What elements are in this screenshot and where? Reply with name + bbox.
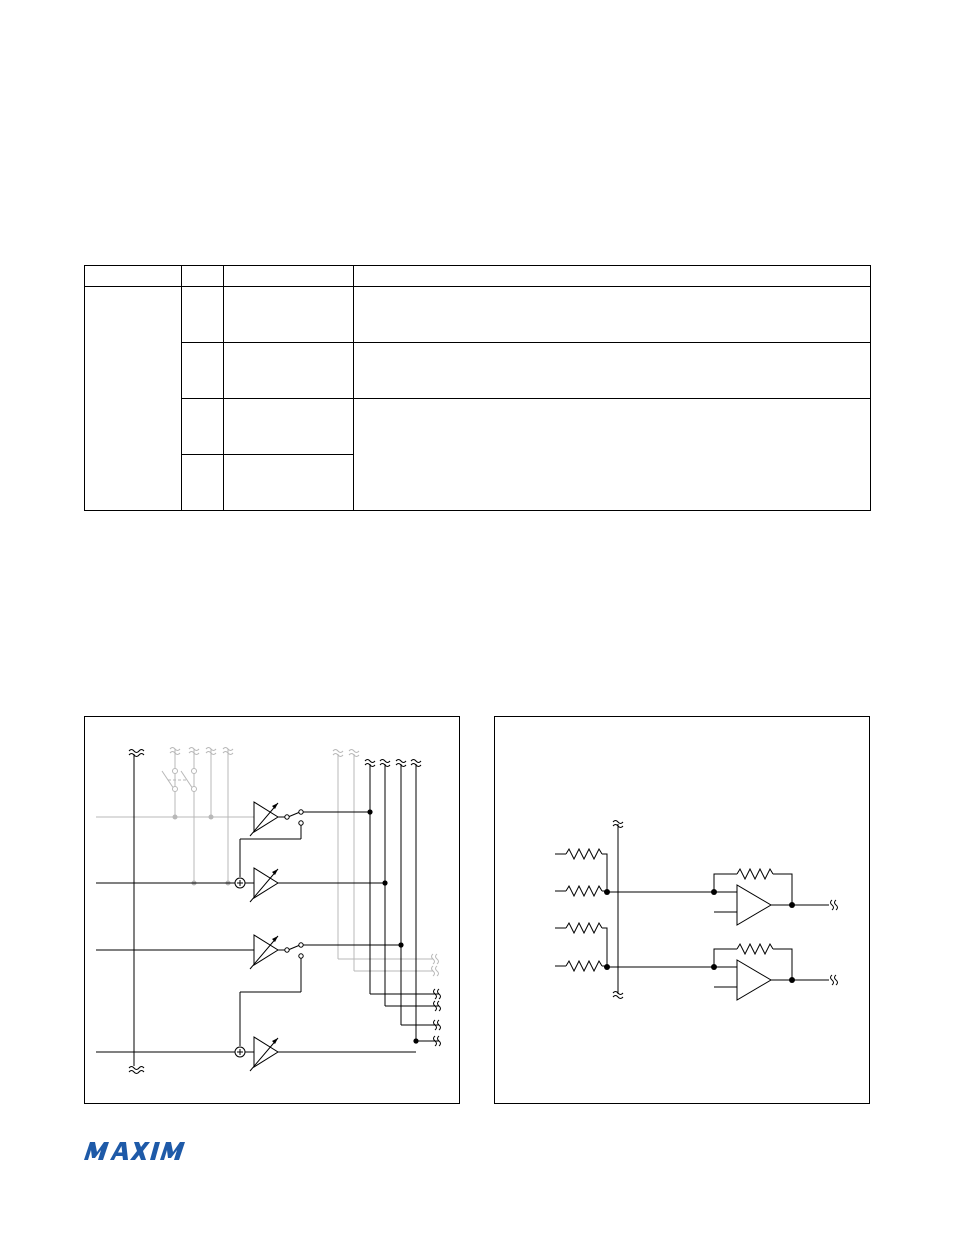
table-border (85, 266, 871, 511)
figure-frame (495, 717, 870, 1104)
summing-amplifier-diagram (494, 716, 871, 1105)
op-amps (737, 885, 771, 1000)
maxim-logo (84, 1138, 196, 1164)
grey-break-marks (170, 748, 439, 977)
junction-nodes (367, 809, 418, 1043)
mixer-block-diagram (84, 716, 461, 1105)
grey-nodes (173, 815, 231, 886)
description-table (0, 0, 954, 560)
black-signal-paths (96, 754, 439, 1066)
switch-contacts (285, 810, 303, 958)
variable-gain-amplifiers (254, 802, 278, 1067)
break-marks (129, 750, 441, 1074)
break-marks (613, 821, 838, 999)
grey-signal-paths (96, 749, 433, 971)
circuit-wires (555, 824, 829, 994)
maxim-logo-mark (84, 1138, 196, 1164)
